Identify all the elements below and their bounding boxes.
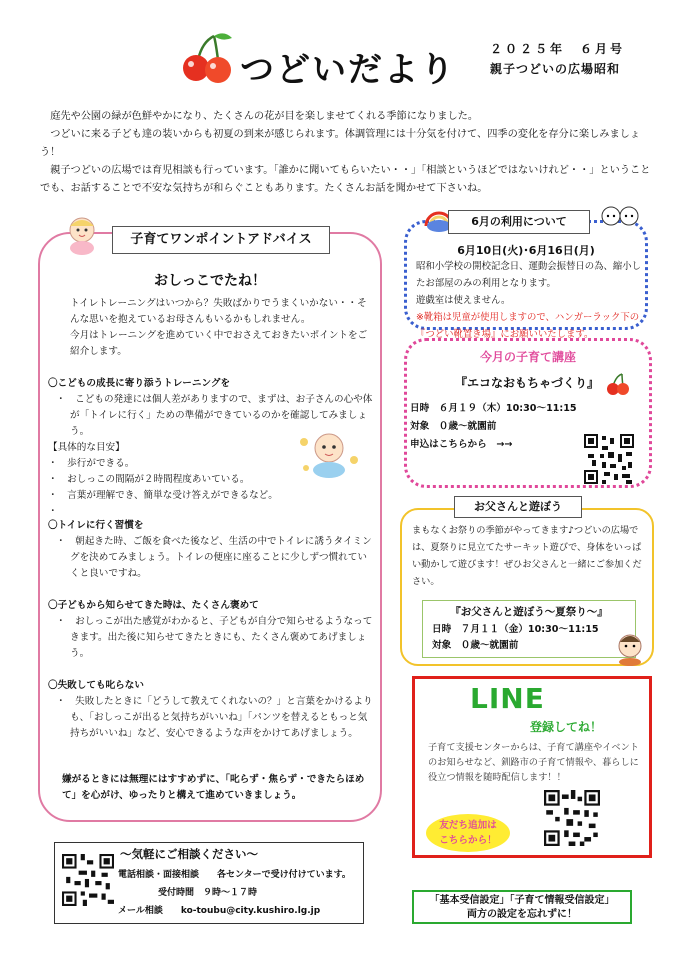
course-info — [410, 400, 590, 454]
children-icon — [600, 204, 640, 234]
course-target: 対象 ０歳～就園前 — [410, 421, 497, 432]
course-date: 日時 ６月１９（木）10:30～11:15 — [410, 403, 577, 414]
bubble-line-2: こちらから！ — [439, 835, 497, 846]
contact-title: ～気軽にご相談ください～ — [120, 847, 258, 861]
section-heading: 〇子どもから知らせてきた時は、たくさん褒めて — [48, 600, 259, 611]
organization-name: 親子つどいの広場昭和 — [490, 62, 621, 76]
june-details — [416, 258, 644, 343]
intro-paragraph: つどいに来る子ども達の装いからも初夏の到来が感じられます。体調管理には十分気を付けて、四季の変化を存分に楽しみましょう！ — [40, 129, 641, 158]
advice-closing: 嫌がるときには無理にはすすめずに、「叱らず・焦らず・できたらほめて」を心がけ、ゆったりと構えて進めていきましょう。 — [62, 774, 365, 801]
intro-paragraph: 庭先や公園の緑が色鮮やかになり、たくさんの花が目を楽しませてくれる季節になりました。 — [50, 111, 479, 122]
section-body: ・ こどもの発達には個人差がありますので、まずは、お子さんの心や体が「トイレに行く」ための準備ができているのかを確認してみましょう。 — [56, 394, 373, 437]
advice-section-4 — [48, 678, 374, 742]
dad-event-title: 『お父さんと遊ぼう～夏祭り～』 — [450, 606, 608, 618]
line-body-text: 子育て支援センターからは、子育て講座やイベントのお知らせなど、釧路市の子育て情報や、暮らしに役立つ情報を随時配信します！！ — [428, 742, 639, 783]
setting-line-1: 「基本受信設定」「子育て情報受信設定」 — [429, 895, 615, 906]
june-body-text-2: 遊戯室は使えません。 — [416, 295, 511, 306]
course-name: 『エコなおもちゃづくり』 — [454, 376, 599, 390]
list-item: ・ — [48, 506, 58, 517]
advice-section-3 — [48, 598, 374, 662]
contact-phone: 電話相談・面接相談 各センターで受け付けています。 — [118, 870, 351, 880]
contact-hours: 受付時間 ９時～１７時 — [158, 888, 258, 898]
line-logo: LINE — [470, 682, 545, 715]
section-heading: 〇トイレに行く習慣を — [48, 520, 144, 531]
section-subheading: 【具体的な目安】 — [48, 442, 125, 453]
cherry-icon — [176, 30, 238, 86]
contact-info — [118, 866, 360, 920]
advice-lead-1: トイレトレーニングはいつから？失敗ばかりでうまくいかない・・そんな思いを抱えているお母さんもいるかもしれません。 — [70, 298, 367, 325]
section-body: ・ 失敗したときに「どうして教えてくれないの？」と言葉をかけるよりも、「おしっこが出ると気持ちがいいね」「パンツを替えるともっと気持ちがいいね」など、安心できるような声をかけてあげましょう。 — [56, 696, 373, 739]
course-apply: 申込はこちらから →→ — [410, 439, 513, 450]
line-friend-bubble — [426, 814, 510, 852]
baby-crawling-icon — [296, 430, 362, 480]
advice-tab-label: 子育てワンポイントアドバイス — [112, 226, 330, 254]
course-title: 今月の子育て講座 — [479, 350, 576, 364]
dad-body-text: まもなくお祭りの季節がやってきます♪つどいの広場では、夏祭りに見立てたサーキット遊びで、身体をいっぱい動かして遊びます！ぜひお父さんと一緒にご参加ください。 — [412, 525, 642, 587]
line-qr-code[interactable] — [544, 790, 600, 846]
course-qr-code[interactable] — [584, 434, 634, 484]
june-dates: 6月10日(火)･6月16日(月) — [457, 244, 595, 257]
section-body: ・ おしっこが出た感覚がわかると、子どもが自分で知らせるようなってきます。出た後に知らせてきたときにも、たくさん褒めてあげましょう。 — [56, 616, 373, 659]
list-item: ・ おしっこの間隔が２時間程度あいている。 — [48, 474, 250, 485]
list-item: ・ 歩行ができる。 — [48, 458, 135, 469]
line-register-text: 登録してね！ — [530, 720, 603, 734]
advice-lead-2: 今月はトレーニングを進めていく中でおさえておきたいポイントをご紹介します。 — [70, 330, 368, 357]
intro-text — [40, 108, 660, 198]
advice-lead — [48, 296, 374, 360]
contact-qr-code[interactable] — [62, 854, 114, 906]
dad-tab-label: お父さんと遊ぼう — [454, 496, 582, 518]
issue-date: ２０２５年 ６月号 — [490, 42, 626, 56]
list-item: ・ 言葉が理解でき、簡単な受け答えができるなど。 — [48, 490, 278, 501]
dad-event-info — [432, 622, 636, 654]
section-body: ・ 朝起きた時、ご飯を食べた後など、生活の中でトイレに誘うタイミングを決めてみましょう。トイレの便座に座ることに少しずつ慣れていくと良いですね。 — [56, 536, 372, 579]
june-note: ※靴箱は児童が使用しますので、ハンガーラック下の『つどい靴置き場』にお願いいたします。 — [416, 312, 640, 340]
advice-subtitle: おしっこでたね！ — [154, 273, 266, 289]
june-tab-label: 6月の利用について — [448, 210, 590, 234]
setting-line-2: 両方の設定を忘れずに！ — [467, 909, 577, 920]
section-heading: 〇失敗しても叱らない — [48, 680, 144, 691]
intro-paragraph: 親子つどいの広場では育児相談も行っています。「誰かに聞いてもらいたい・・」「相談というほどではないけれど・・」ということでも、お話することで不安な気持ちが和らぐこともあります。たくさんお話を聞かせて下さいね。 — [40, 165, 651, 194]
dad-event-target: 対象 ０歳～就園前 — [432, 640, 519, 651]
baby-icon — [60, 212, 104, 256]
june-body-text: 昭和小学校の開校記念日、運動会振替日の為、縮小したお部屋のみの利用となります。 — [416, 261, 642, 289]
bubble-line-1: 友だち追加は — [439, 820, 497, 831]
dad-event-date: 日時 ７月１１（金）10:30～11:15 — [432, 624, 599, 635]
advice-section-2 — [48, 518, 374, 582]
line-setting-note — [412, 890, 632, 924]
father-child-icon — [612, 630, 648, 666]
contact-mail[interactable]: メール相談 ko-toubu@city.kushiro.lg.jp — [118, 906, 321, 916]
page-title: つどいだより — [240, 50, 456, 90]
section-heading: 〇こどもの成長に寄り添うトレーニングを — [48, 378, 231, 389]
